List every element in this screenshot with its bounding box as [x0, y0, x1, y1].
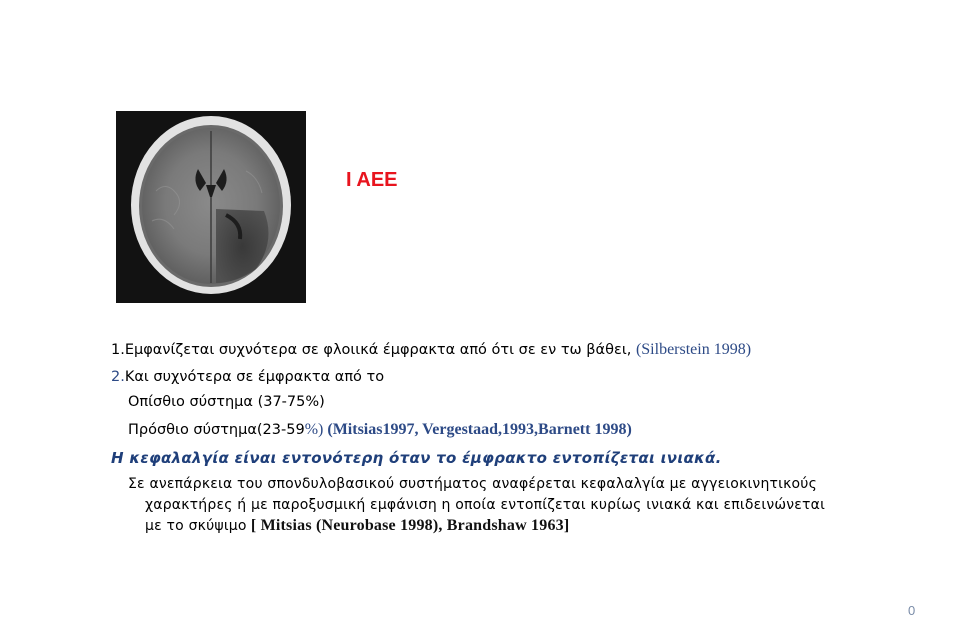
- slide-title: Ι ΑΕΕ: [346, 169, 398, 191]
- text-line-8-body: με το σκύψιμο: [145, 518, 247, 534]
- text-line-4-percent: %): [304, 421, 324, 438]
- text-line-4-body: Πρόσθιο σύστημα(23-59: [128, 422, 305, 438]
- reference-silberstein: (Silberstein 1998): [635, 341, 752, 358]
- page-number: 0: [908, 603, 916, 618]
- text-line-2-number: 2.: [111, 369, 125, 385]
- text-line-6: Σε ανεπάρκεια του σπονδυλοβασικού συστήματος αναφέρεται κεφαλαλγία με αγγειοκινητικούς: [128, 476, 818, 492]
- text-line-2: [111, 367, 384, 387]
- reference-mitsias-brandshaw: [ Mitsias (Neurobase 1998), Brandshaw 1963]: [246, 517, 570, 534]
- text-line-1: [111, 340, 751, 360]
- text-line-3: [128, 392, 325, 412]
- text-line-8: [145, 516, 569, 536]
- reference-mitsias-vergestaad-barnett: (Mitsias1997, Vergestaad,1993,Barnett 1998): [323, 421, 632, 438]
- text-line-1-body: 1.Εμφανίζεται συχνότερα σε φλοιικά έμφρακτα από ότι σε εν τω βάθει,: [111, 342, 636, 358]
- emphasis-line: Η κεφαλαλγία είναι εντονότερη όταν το έμφρακτο εντοπίζεται ινιακά.: [111, 449, 722, 467]
- text-line-2-body: Και συχνότερα σε έμφρακτα από το: [124, 369, 385, 385]
- text-line-4: [128, 420, 632, 440]
- text-line-7: χαρακτήρες ή με παροξυσμική εμφάνιση η οποία εντοπίζεται κυρίως ινιακά και επιδεινώνεται: [145, 497, 826, 513]
- ct-brain-scan-image: [116, 111, 306, 303]
- text-line-3-body: Οπίσθιο σύστημα (37-75%): [128, 394, 325, 410]
